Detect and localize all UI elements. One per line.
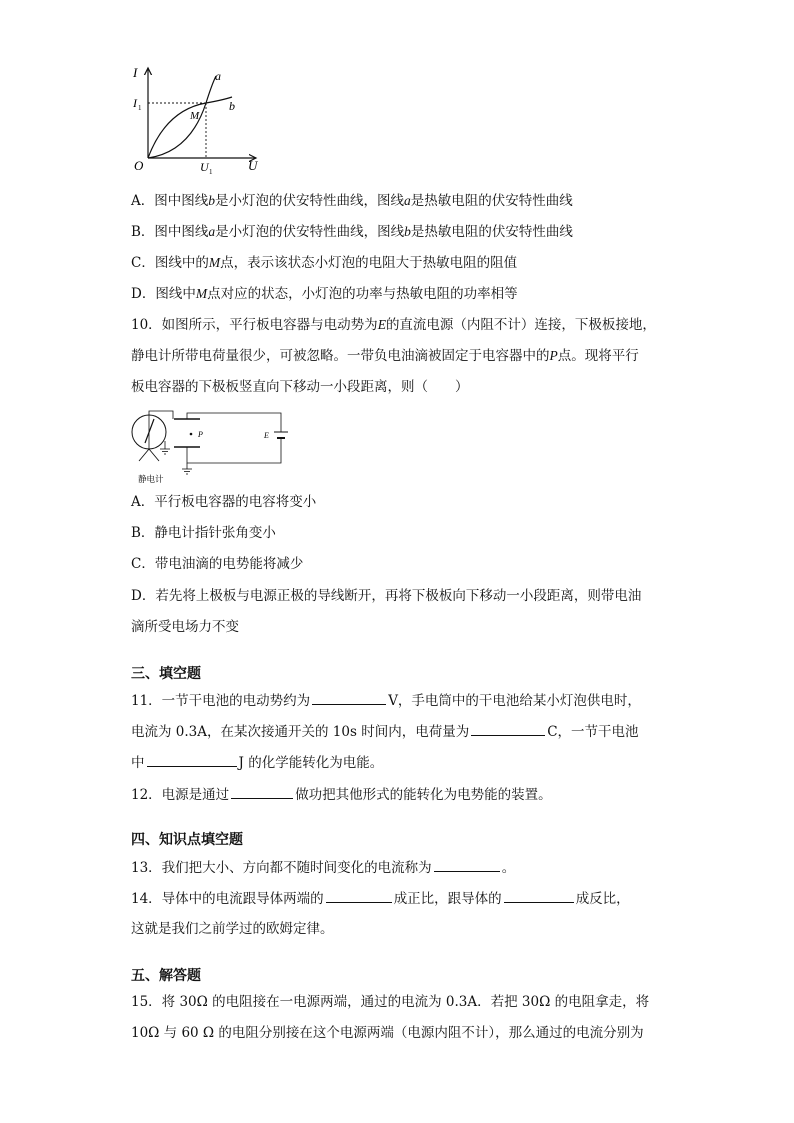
point-p-label: P: [198, 430, 203, 439]
question-text: 成正比，跟导体的: [393, 891, 502, 907]
iu-graph: [128, 60, 268, 175]
q9-option-b: [131, 222, 573, 242]
option-text: 是热敏电阻的伏安特性曲线: [410, 193, 573, 209]
origin-label: O: [134, 158, 144, 173]
q11-line-1: [131, 690, 641, 711]
option-text: 是小灯泡的伏安特性曲线，图线: [215, 193, 404, 209]
question-text: 中: [131, 755, 145, 771]
question-text: V，手电筒中的干电池给某小灯泡供电时，: [388, 693, 641, 709]
section-5-title: 五、解答题: [131, 968, 201, 984]
answer-blank[interactable]: [147, 752, 237, 767]
question-text: 。: [501, 860, 516, 876]
oil-drop: [190, 433, 193, 436]
option-text: C．图线中的: [131, 255, 209, 271]
option-text: D．图线中: [131, 286, 196, 302]
curve-b-label: b: [229, 99, 235, 113]
option-var: a: [208, 224, 216, 239]
q10-option-b: B．静电计指针张角变小: [131, 525, 276, 541]
electrometer-leg-right: [149, 449, 159, 461]
answer-blank[interactable]: [231, 784, 293, 799]
emf-label: E: [264, 431, 269, 440]
option-var: M: [208, 255, 221, 270]
question-text: 11．一节干电池的电动势约为: [131, 693, 311, 709]
u1-subscript: 1: [209, 168, 213, 175]
q10-line-1: [131, 315, 656, 335]
i1-label: I: [133, 96, 137, 110]
question-text: C，一节干电池: [547, 724, 639, 740]
i1-subscript: 1: [138, 104, 142, 112]
axis-y-label: I: [133, 65, 138, 80]
q11-line-2: [131, 721, 639, 742]
section-4-title: 四、知识点填空题: [131, 832, 243, 848]
question-text: 12．电源是通过: [131, 787, 230, 803]
answer-blank[interactable]: [504, 888, 574, 903]
option-text: 点对应的状态，小灯泡的功率与热敏电阻的功率相等: [207, 286, 518, 302]
q14-line-2: 这就是我们之前学过的欧姆定律。: [131, 921, 334, 937]
option-text: A．图中图线: [131, 193, 209, 209]
question-text: 14．导体中的电流跟导体两端的: [131, 891, 324, 907]
q10-option-a: A．平行板电容器的电容将变小: [131, 494, 317, 510]
question-text: 电流为 0.3A，在某次接通开关的 10s 时间内，电荷量为: [131, 724, 470, 740]
axis-x-label: U: [248, 158, 258, 173]
option-text: 是小灯泡的伏安特性曲线，图线: [215, 224, 405, 240]
curve-a-label: a: [215, 69, 221, 83]
answer-blank[interactable]: [471, 721, 545, 736]
option-var: a: [404, 193, 411, 208]
question-var: E: [377, 317, 386, 332]
capacitor-circuit: [128, 405, 293, 487]
question-text: 做功把其他形式的能转化为电势能的装置。: [295, 787, 552, 803]
question-text: 静电计所带电荷量很少，可被忽略。一带负电油滴被固定于电容器中的: [131, 348, 550, 364]
q11-line-3: [131, 752, 383, 773]
q15-line-2: 10Ω 与 60 Ω 的电阻分别接在这个电源两端（电源内阻不计），那么通过的电流分别为: [131, 1025, 644, 1041]
electrometer-caption: 静电计: [138, 474, 164, 484]
question-text: 10．如图所示，平行板电容器与电动势为: [131, 317, 378, 333]
q15-line-1: 15．将 30Ω 的电阻接在一电源两端，通过的电流为 0.3A．若把 30Ω 的电阻拿走，将: [131, 994, 650, 1010]
q13-line: [131, 857, 515, 878]
section-3-title: 三、填空题: [131, 666, 201, 682]
question-var: P: [549, 348, 558, 363]
q12-line: [131, 784, 552, 805]
wire-bottom: [187, 438, 281, 463]
curve-b: [148, 97, 232, 158]
option-text: B．图中图线: [131, 224, 209, 240]
q9-option-c: [131, 253, 517, 273]
answer-blank[interactable]: [312, 690, 386, 705]
question-text: 点。现将平行: [557, 348, 639, 364]
option-var: b: [208, 193, 215, 208]
option-text: 点，表示该状态小灯泡的电阻大于热敏电阻的阻值: [220, 255, 518, 271]
question-text: 的直流电源（内阻不计）连接，下极板接地，: [385, 317, 656, 333]
q14-line-1: [131, 888, 630, 909]
option-var: M: [195, 286, 208, 301]
q10-option-d: D．若先将上极板与电源正极的导线断开，再将下极板向下移动一小段距离，则带电油: [131, 588, 642, 604]
question-text: 13．我们把大小、方向都不随时间变化的电流称为: [131, 860, 432, 876]
u1-label: U: [200, 160, 209, 174]
question-text: J 的化学能转化为电能。: [238, 755, 384, 771]
option-var: b: [404, 224, 411, 239]
q10-line-3: 板电容器的下极板竖直向下移动一小段距离，则（ ）: [131, 379, 469, 395]
q10-option-c: C．带电油滴的电势能将减少: [131, 556, 304, 572]
answer-blank[interactable]: [434, 857, 500, 872]
q9-option-d: [131, 284, 518, 304]
point-m-label: M: [190, 110, 200, 122]
electrometer-leg-left: [139, 449, 149, 461]
option-text: 是热敏电阻的伏安特性曲线: [410, 224, 573, 240]
q10-line-2: [131, 346, 639, 366]
electrometer-needle: [145, 419, 154, 443]
answer-blank[interactable]: [326, 888, 392, 903]
q9-option-a: [131, 191, 573, 211]
question-text: 成反比，: [575, 891, 630, 907]
q10-option-d-cont: 滴所受电场力不变: [131, 619, 239, 635]
